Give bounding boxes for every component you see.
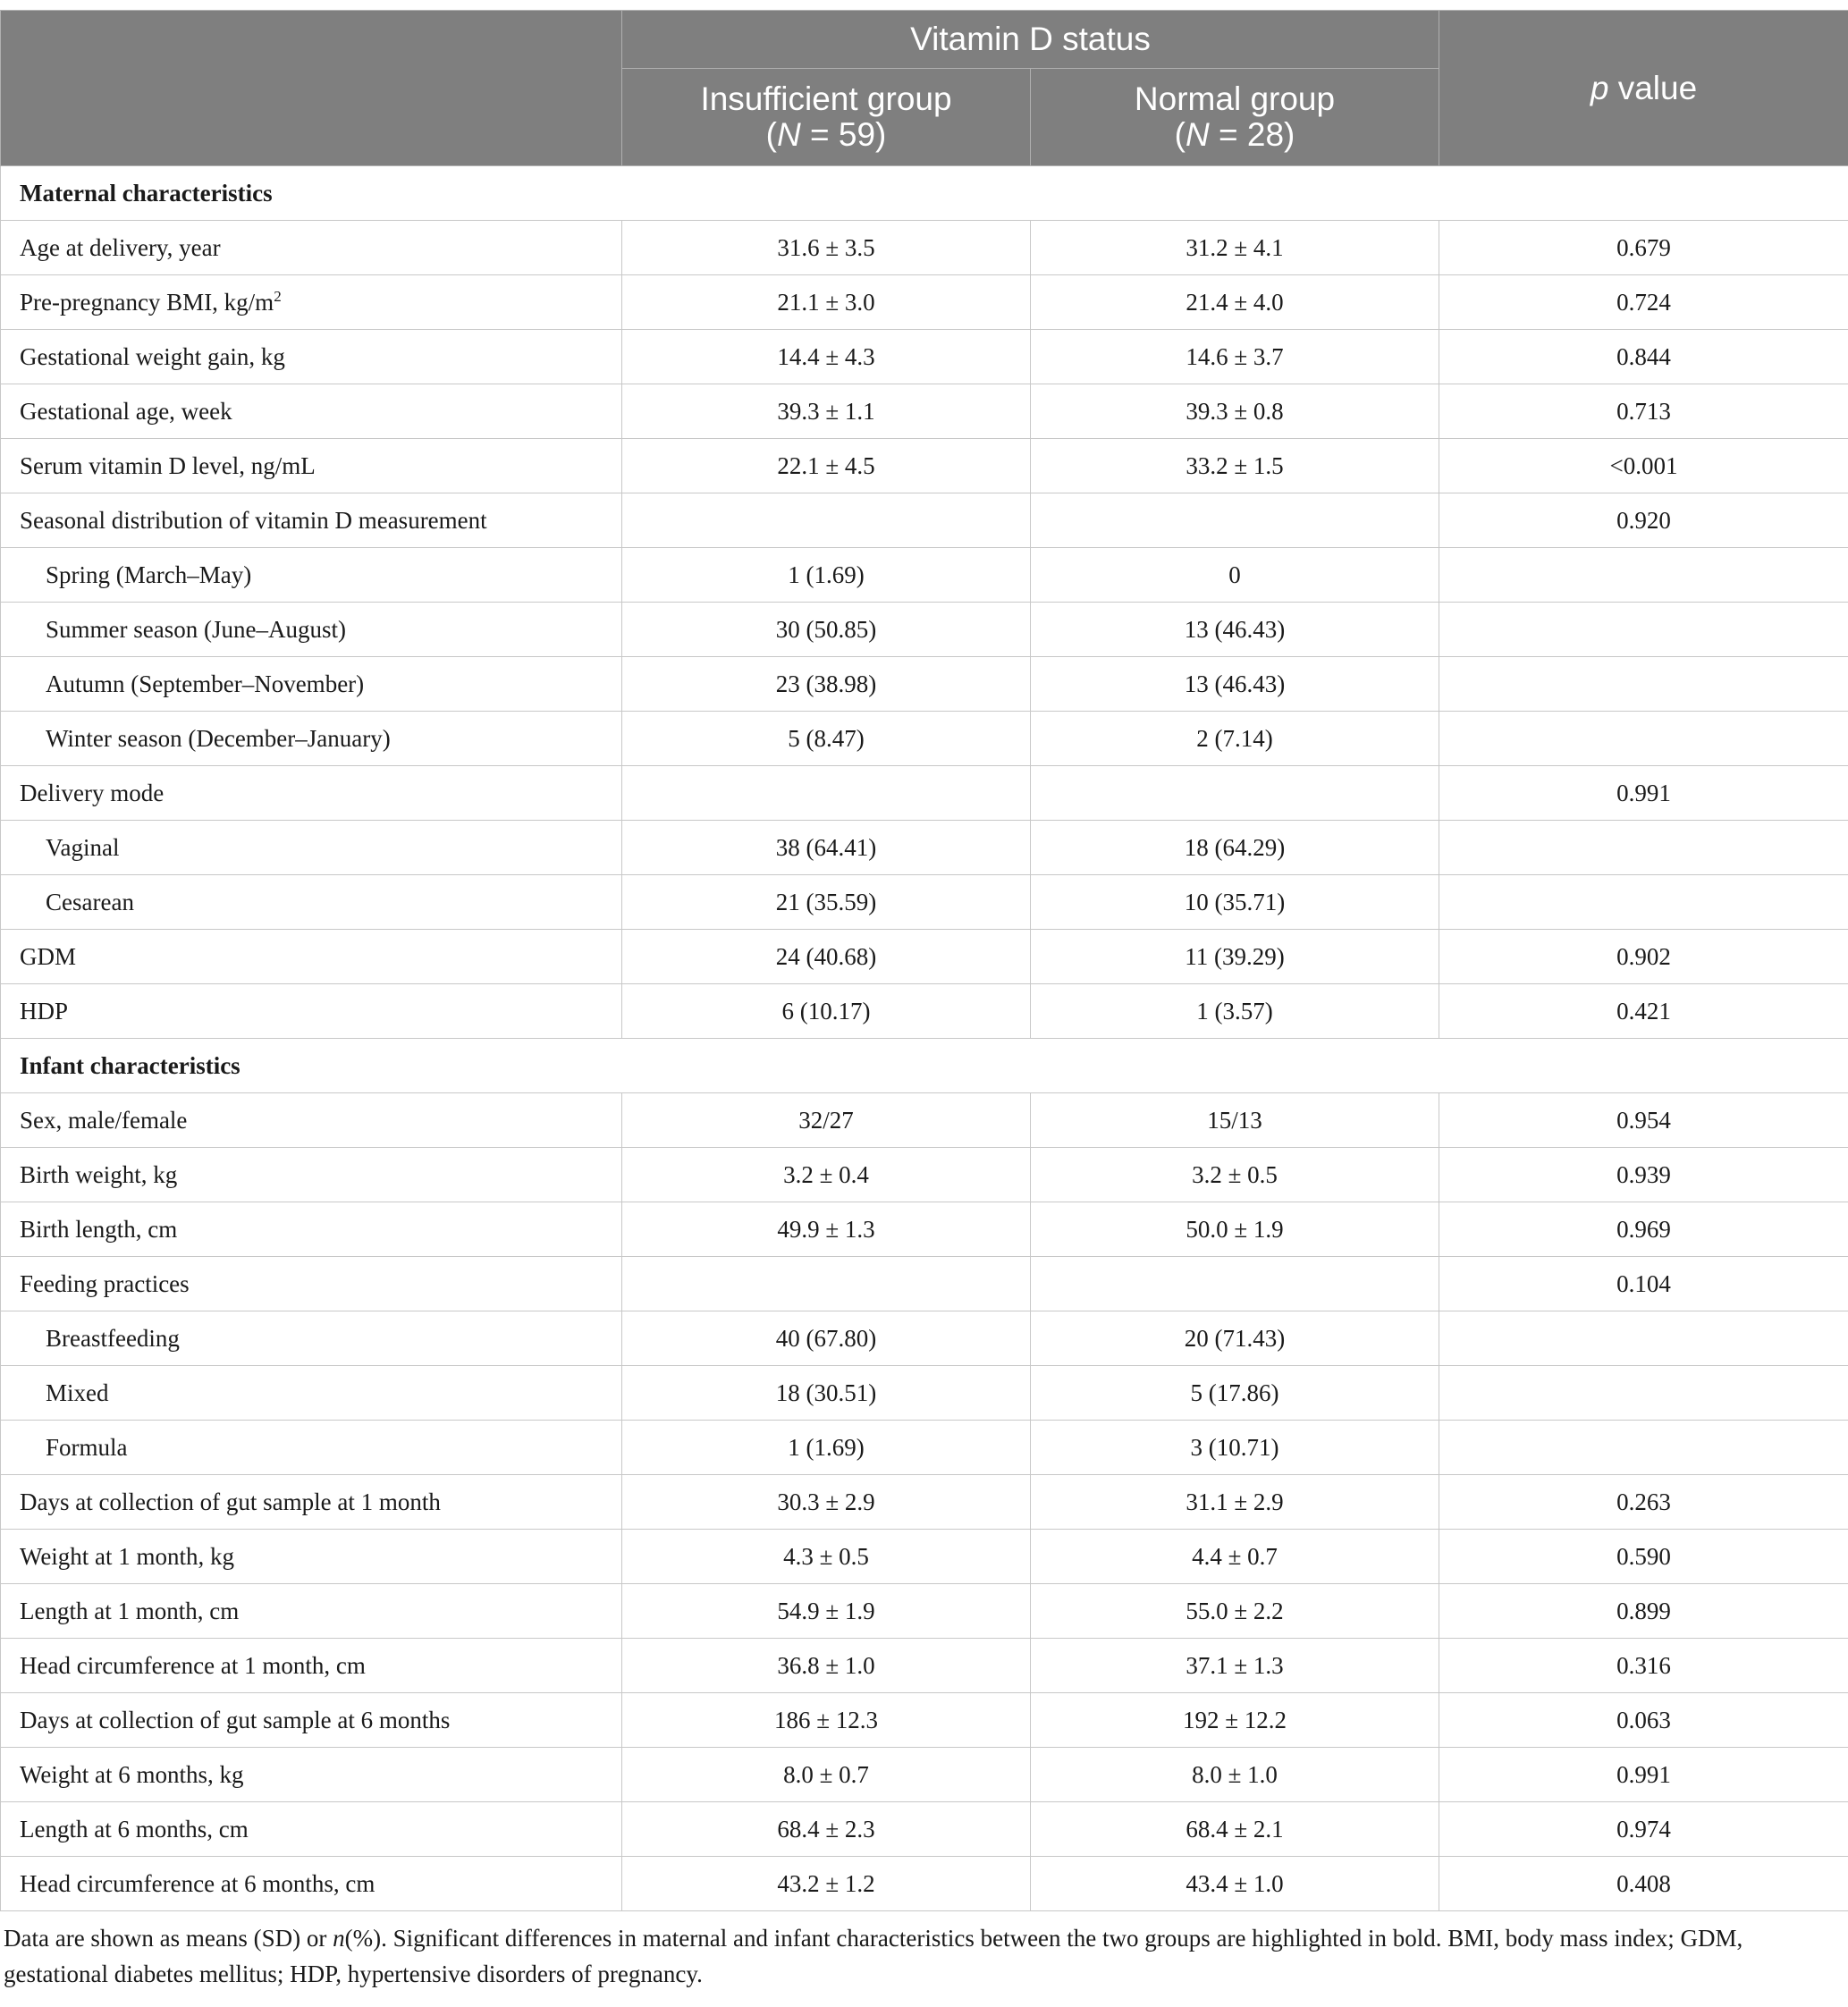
p-value [1439, 712, 1848, 766]
section-title-maternal: Maternal characteristics [1, 166, 1848, 221]
row-label-text: Winter season (December–January) [46, 725, 391, 752]
insufficient-group-value: 22.1 ± 4.5 [622, 439, 1031, 493]
insufficient-n [622, 117, 1030, 153]
footnote-italic: n [333, 1925, 345, 1952]
row-label [1, 1366, 622, 1421]
insufficient-group-value: 1 (1.69) [622, 548, 1031, 603]
row-label-text: Gestational age, week [20, 398, 232, 425]
normal-group-value: 33.2 ± 1.5 [1031, 439, 1439, 493]
row-label-text: Days at collection of gut sample at 1 month [20, 1488, 441, 1515]
row-label [1, 1421, 622, 1475]
normal-group-value: 8.0 ± 1.0 [1031, 1748, 1439, 1802]
row-label-text: Delivery mode [20, 780, 165, 806]
table-row [1, 657, 1848, 712]
row-label-text: Breastfeeding [46, 1325, 180, 1352]
normal-group-value [1031, 493, 1439, 548]
row-label-text: Head circumference at 6 months, cm [20, 1870, 376, 1897]
row-label-text: Autumn (September–November) [46, 670, 365, 697]
row-label-text: Age at delivery, year [20, 234, 221, 261]
normal-group-value: 13 (46.43) [1031, 603, 1439, 657]
insufficient-group-value: 5 (8.47) [622, 712, 1031, 766]
table-header [1, 11, 1848, 166]
row-label-text: Mixed [46, 1379, 109, 1406]
row-label [1, 1202, 622, 1257]
insufficient-group-value: 18 (30.51) [622, 1366, 1031, 1421]
row-label [1, 493, 622, 548]
row-label-text: Birth weight, kg [20, 1161, 178, 1188]
row-label [1, 1311, 622, 1366]
insufficient-group-value: 6 (10.17) [622, 984, 1031, 1039]
table-row [1, 1093, 1848, 1148]
table-row [1, 1693, 1848, 1748]
table-row [1, 1257, 1848, 1311]
row-label-text: Seasonal distribution of vitamin D measurement [20, 507, 487, 534]
p-value: 0.713 [1439, 384, 1848, 439]
p-value: 0.063 [1439, 1693, 1848, 1748]
insufficient-group-value: 8.0 ± 0.7 [622, 1748, 1031, 1802]
row-label [1, 1857, 622, 1911]
normal-group-value: 2 (7.14) [1031, 712, 1439, 766]
insufficient-group-value: 3.2 ± 0.4 [622, 1148, 1031, 1202]
table-row [1, 930, 1848, 984]
insufficient-group-value: 49.9 ± 1.3 [622, 1202, 1031, 1257]
insufficient-n-value: = 59) [800, 116, 887, 153]
table-row [1, 1639, 1848, 1693]
insufficient-group-value: 24 (40.68) [622, 930, 1031, 984]
row-label-text: Birth length, cm [20, 1216, 178, 1243]
table-row [1, 1421, 1848, 1475]
table-row [1, 1802, 1848, 1857]
table-row [1, 712, 1848, 766]
section-title-infant: Infant characteristics [1, 1039, 1848, 1093]
row-label-text: Vaginal [46, 834, 120, 861]
table-row [1, 493, 1848, 548]
p-value [1439, 657, 1848, 712]
row-label-text: Serum vitamin D level, ng/mL [20, 452, 316, 479]
normal-group-value: 192 ± 12.2 [1031, 1693, 1439, 1748]
table-row [1, 1311, 1848, 1366]
row-label-text: Length at 1 month, cm [20, 1598, 240, 1624]
table-row [1, 384, 1848, 439]
insufficient-group-value [622, 1257, 1031, 1311]
row-label [1, 657, 622, 712]
p-value [1439, 1311, 1848, 1366]
row-label [1, 384, 622, 439]
table-row [1, 439, 1848, 493]
normal-group-value: 39.3 ± 0.8 [1031, 384, 1439, 439]
table-row [1, 1202, 1848, 1257]
row-label [1, 984, 622, 1039]
normal-group-value: 1 (3.57) [1031, 984, 1439, 1039]
insufficient-group-value: 14.4 ± 4.3 [622, 330, 1031, 384]
row-label [1, 1639, 622, 1693]
table-row [1, 1748, 1848, 1802]
table-row [1, 984, 1848, 1039]
row-label [1, 1530, 622, 1584]
table-row [1, 821, 1848, 875]
p-value: 0.902 [1439, 930, 1848, 984]
insufficient-group-value: 43.2 ± 1.2 [622, 1857, 1031, 1911]
row-label [1, 1148, 622, 1202]
row-label [1, 221, 622, 275]
row-label-text: Length at 6 months, cm [20, 1816, 249, 1843]
normal-label: Normal group [1134, 80, 1336, 117]
row-label-text: Weight at 1 month, kg [20, 1543, 235, 1570]
insufficient-group-value: 4.3 ± 0.5 [622, 1530, 1031, 1584]
p-value: 0.969 [1439, 1202, 1848, 1257]
p-value [1439, 603, 1848, 657]
header-vitamin-d-status: Vitamin D status [622, 11, 1439, 69]
p-value: 0.844 [1439, 330, 1848, 384]
row-label-text: Feeding practices [20, 1270, 190, 1297]
p-value: 0.590 [1439, 1530, 1848, 1584]
section-row-maternal [1, 166, 1848, 221]
row-label [1, 1693, 622, 1748]
p-value: <0.001 [1439, 439, 1848, 493]
row-label [1, 1584, 622, 1639]
table-row [1, 603, 1848, 657]
insufficient-group-value: 30.3 ± 2.9 [622, 1475, 1031, 1530]
insufficient-group-value: 32/27 [622, 1093, 1031, 1148]
header-p-value [1439, 11, 1848, 166]
row-label [1, 439, 622, 493]
normal-group-value: 14.6 ± 3.7 [1031, 330, 1439, 384]
insufficient-group-value: 23 (38.98) [622, 657, 1031, 712]
row-label [1, 712, 622, 766]
insufficient-group-value: 39.3 ± 1.1 [622, 384, 1031, 439]
row-label-text: Head circumference at 1 month, cm [20, 1652, 366, 1679]
section-row-infant [1, 1039, 1848, 1093]
row-label [1, 875, 622, 930]
row-label [1, 330, 622, 384]
row-label-superscript: 2 [274, 288, 282, 305]
p-value [1439, 1421, 1848, 1475]
header-insufficient-group [622, 69, 1031, 166]
row-label-text: GDM [20, 943, 77, 970]
normal-group-value: 68.4 ± 2.1 [1031, 1802, 1439, 1857]
table-footnote [0, 1911, 1840, 1992]
p-value: 0.991 [1439, 766, 1848, 821]
row-label [1, 1748, 622, 1802]
table-row [1, 548, 1848, 603]
normal-group-value: 31.1 ± 2.9 [1031, 1475, 1439, 1530]
row-label-text: Gestational weight gain, kg [20, 343, 285, 370]
normal-group-value: 15/13 [1031, 1093, 1439, 1148]
normal-group-value: 20 (71.43) [1031, 1311, 1439, 1366]
table-body [1, 166, 1848, 1911]
normal-group-value: 0 [1031, 548, 1439, 603]
insufficient-group-value: 38 (64.41) [622, 821, 1031, 875]
row-label [1, 275, 622, 330]
row-label [1, 1802, 622, 1857]
row-label [1, 930, 622, 984]
p-value: 0.939 [1439, 1148, 1848, 1202]
normal-group-value: 21.4 ± 4.0 [1031, 275, 1439, 330]
p-value [1439, 1366, 1848, 1421]
normal-group-value: 3 (10.71) [1031, 1421, 1439, 1475]
header-blank-cell [1, 11, 622, 166]
row-label [1, 1093, 622, 1148]
insufficient-group-value: 21.1 ± 3.0 [622, 275, 1031, 330]
insufficient-n-open: ( [765, 116, 777, 153]
p-value: 0.408 [1439, 1857, 1848, 1911]
normal-group-value: 11 (39.29) [1031, 930, 1439, 984]
p-value [1439, 548, 1848, 603]
p-value: 0.954 [1439, 1093, 1848, 1148]
insufficient-group-value: 1 (1.69) [622, 1421, 1031, 1475]
row-label [1, 1257, 622, 1311]
normal-group-value [1031, 766, 1439, 821]
table-row [1, 766, 1848, 821]
footnote-part2: (%). Significant differences in maternal and infant characteristics between the two groups are highlighted in bold. BMI, body mass index; GDM, gestational diabetes mellitus; HDP, hypertensive disorders of pregnancy. [4, 1925, 1743, 1987]
p-value [1439, 875, 1848, 930]
footnote-part1: Data are shown as means (SD) or [4, 1925, 333, 1952]
table-row [1, 1475, 1848, 1530]
p-value: 0.263 [1439, 1475, 1848, 1530]
insufficient-group-value: 36.8 ± 1.0 [622, 1639, 1031, 1693]
insufficient-group-value: 40 (67.80) [622, 1311, 1031, 1366]
insufficient-group-value [622, 493, 1031, 548]
table-row [1, 1366, 1848, 1421]
p-italic: p [1590, 69, 1609, 106]
normal-group-value: 50.0 ± 1.9 [1031, 1202, 1439, 1257]
table-row [1, 275, 1848, 330]
row-label-text: Spring (March–May) [46, 561, 252, 588]
normal-group-value: 55.0 ± 2.2 [1031, 1584, 1439, 1639]
table-row [1, 1148, 1848, 1202]
row-label-text: Weight at 6 months, kg [20, 1761, 244, 1788]
normal-group-value: 43.4 ± 1.0 [1031, 1857, 1439, 1911]
row-label-text: Summer season (June–August) [46, 616, 346, 643]
header-normal-group [1031, 69, 1439, 166]
p-value: 0.679 [1439, 221, 1848, 275]
row-label-text: Pre-pregnancy BMI, kg/m [20, 289, 274, 316]
normal-group-value: 37.1 ± 1.3 [1031, 1639, 1439, 1693]
row-label [1, 603, 622, 657]
insufficient-label: Insufficient group [700, 80, 952, 117]
insufficient-group-value: 31.6 ± 3.5 [622, 221, 1031, 275]
row-label-text: Formula [46, 1434, 128, 1461]
p-value: 0.991 [1439, 1748, 1848, 1802]
insufficient-n-label: N [776, 116, 801, 153]
insufficient-group-value: 21 (35.59) [622, 875, 1031, 930]
table-row [1, 875, 1848, 930]
row-label [1, 548, 622, 603]
row-label-text: HDP [20, 998, 69, 1025]
normal-n-label: N [1185, 116, 1210, 153]
row-label [1, 1475, 622, 1530]
normal-group-value: 4.4 ± 0.7 [1031, 1530, 1439, 1584]
normal-n-value: = 28) [1209, 116, 1295, 153]
p-value: 0.421 [1439, 984, 1848, 1039]
table-row [1, 330, 1848, 384]
p-value-rest: value [1608, 69, 1698, 106]
table-row [1, 1857, 1848, 1911]
row-label-text: Cesarean [46, 889, 134, 915]
p-value: 0.899 [1439, 1584, 1848, 1639]
insufficient-group-value: 30 (50.85) [622, 603, 1031, 657]
p-value: 0.104 [1439, 1257, 1848, 1311]
p-value [1439, 821, 1848, 875]
normal-n [1031, 117, 1439, 153]
row-label-text: Sex, male/female [20, 1107, 188, 1134]
row-label-text: Days at collection of gut sample at 6 months [20, 1707, 451, 1733]
p-value: 0.920 [1439, 493, 1848, 548]
characteristics-table [0, 10, 1848, 1911]
insufficient-group-value [622, 766, 1031, 821]
normal-group-value: 13 (46.43) [1031, 657, 1439, 712]
normal-group-value: 18 (64.29) [1031, 821, 1439, 875]
normal-group-value: 3.2 ± 0.5 [1031, 1148, 1439, 1202]
normal-group-value: 10 (35.71) [1031, 875, 1439, 930]
normal-group-value: 31.2 ± 4.1 [1031, 221, 1439, 275]
normal-group-value [1031, 1257, 1439, 1311]
table-row [1, 1584, 1848, 1639]
p-value: 0.724 [1439, 275, 1848, 330]
normal-n-open: ( [1174, 116, 1186, 153]
row-label [1, 766, 622, 821]
normal-group-value: 5 (17.86) [1031, 1366, 1439, 1421]
p-value: 0.974 [1439, 1802, 1848, 1857]
table-row [1, 221, 1848, 275]
p-value: 0.316 [1439, 1639, 1848, 1693]
table-row [1, 1530, 1848, 1584]
insufficient-group-value: 68.4 ± 2.3 [622, 1802, 1031, 1857]
insufficient-group-value: 186 ± 12.3 [622, 1693, 1031, 1748]
insufficient-group-value: 54.9 ± 1.9 [622, 1584, 1031, 1639]
row-label [1, 821, 622, 875]
